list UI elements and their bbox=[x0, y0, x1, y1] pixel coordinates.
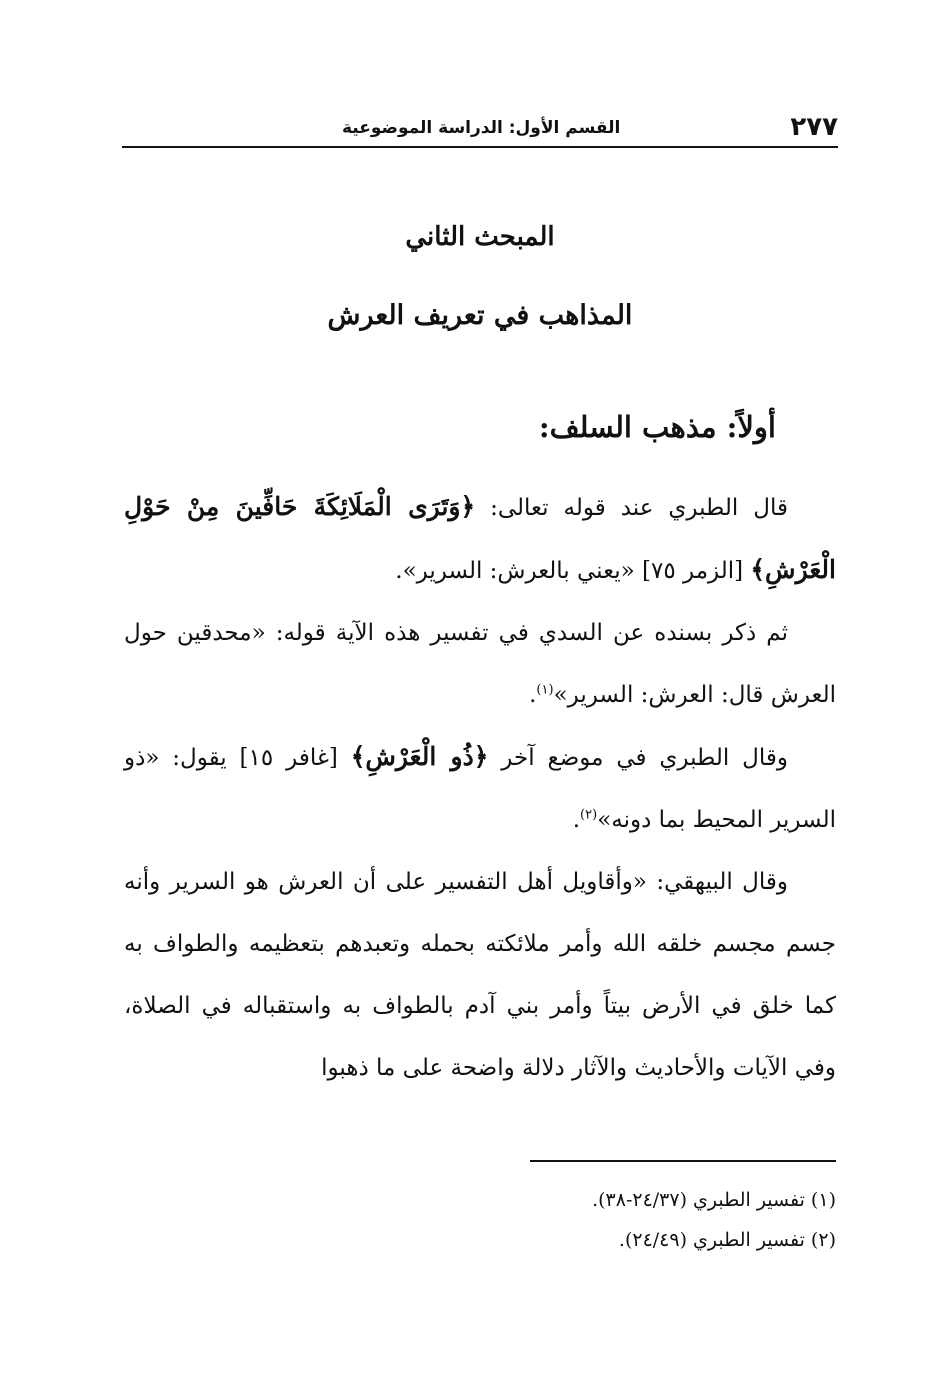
running-title: القسم الأول: الدراسة الموضوعية bbox=[342, 118, 621, 138]
section-heading: أولاً: مذهب السلف: bbox=[538, 410, 776, 444]
footnote-ref-1[interactable]: (١) bbox=[536, 682, 554, 698]
footnote-rule bbox=[530, 1160, 836, 1162]
paragraph-text: وقال البيهقي: «وأقاويل أهل التفسير على أن العرش هو السرير وأنه جسم مجسم خلقه الله وأمر ملائكته بحمله وتعبدهم بتعظيمه والطواف به كما خلق في الأرض بيتاً وأمر بني آدم بالطواف به واستقباله في الصلاة، وفي الآيات والأحاديث والآثار دلالة واضحة على ما ذهبوا bbox=[124, 869, 836, 1081]
paragraph-rest: [الزمر ٧٥] «يعني بالعرش: السرير». bbox=[395, 558, 751, 584]
header-rule bbox=[122, 146, 838, 148]
quran-verse: ﴿ذُو الْعَرْشِ﴾ bbox=[350, 742, 489, 771]
paragraph-text: ثم ذكر بسنده عن السدي في تفسير هذه الآية قوله: «محدقين حول العرش قال: العرش: السرير» bbox=[124, 620, 836, 708]
paragraph-tabari-ghafir bbox=[124, 726, 836, 851]
body-text bbox=[124, 476, 836, 1099]
chapter-heading: المبحث الثاني bbox=[405, 222, 555, 252]
paragraph-suddi bbox=[124, 602, 836, 726]
paragraph-tabari-quote bbox=[124, 476, 836, 602]
footnote-2: (٢) تفسير الطبري (٢٤/٤٩). bbox=[618, 1229, 836, 1251]
paragraph-end: . bbox=[529, 682, 537, 708]
paragraph-intro: وقال الطبري في موضع آخر bbox=[488, 745, 788, 771]
paragraph-intro: قال الطبري عند قوله تعالى: bbox=[475, 495, 788, 521]
footnotes bbox=[336, 1180, 836, 1260]
page-header bbox=[122, 100, 838, 140]
page-number: ٢٧٧ bbox=[790, 112, 838, 142]
paragraph-end: . bbox=[572, 807, 581, 833]
paragraph-rest: [غافر ١٥] يقول: «ذو السرير المحيط بما دونه» bbox=[124, 745, 836, 833]
chapter-subheading: المذاهب في تعريف العرش bbox=[327, 300, 633, 331]
quran-verse: ﴿وَتَرَى الْمَلَائِكَةَ حَافِّينَ مِنْ حَوْلِ الْعَرْشِ﴾ bbox=[124, 492, 836, 584]
paragraph-bayhaqi bbox=[124, 851, 836, 1099]
footnote-1: (١) تفسير الطبري (٢٤/٣٧-٣٨). bbox=[592, 1189, 836, 1211]
footnote-ref-2[interactable]: (٢) bbox=[580, 807, 598, 823]
